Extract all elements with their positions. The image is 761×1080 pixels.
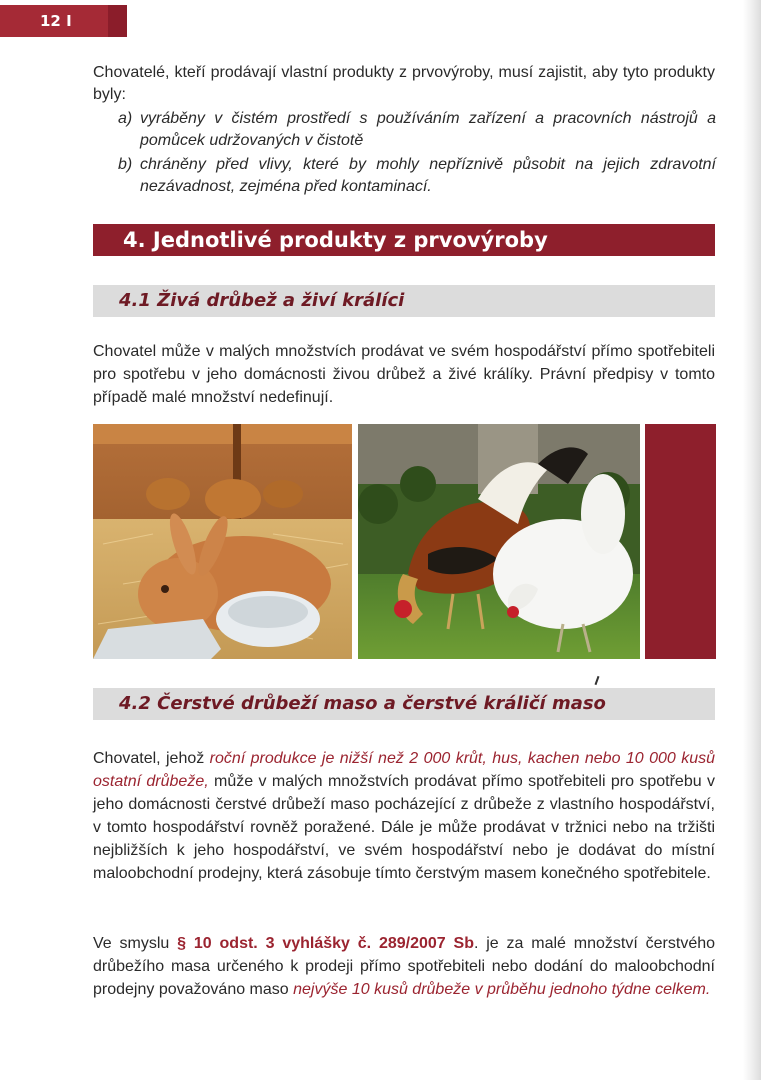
page-number: 12 I [0, 5, 108, 37]
decorative-accent-block [645, 424, 716, 659]
section1-paragraph: Chovatel může v malých množstvích prodávat ve svém hospodářství přímo spotřebiteli pro spotřebu v jeho domácnosti živou drůbež a živé králíky. Právní předpisy v tomto případě malé množství nedefinují. [93, 343, 715, 406]
section2-paragraph-1 [93, 747, 715, 885]
rabbits-photo [93, 424, 352, 659]
list-item-text: vyráběny v čistém prostředí s používáním zařízení a pracovních nástrojů a pomůcek udržovaných v čistotě [140, 110, 716, 149]
rabbits-illustration [93, 424, 352, 659]
chickens-illustration [358, 424, 640, 659]
list-marker: b) [118, 156, 133, 173]
intro-paragraph: Chovatelé, kteří prodávají vlastní produkty z prvovýroby, musí zajistit, aby tyto produkty byly: [93, 64, 715, 103]
chickens-photo [358, 424, 640, 659]
paragraph-text: . je za malé množství čerstvého drůbežího masa určeného k prodeji přímo spotřebiteli nebo dodání do maloobchodní prodejny považováno maso [93, 935, 716, 998]
highlighted-weekly-limit: nejvýše 10 kusů drůbeže v průběhu jednoho týdne celkem. [293, 981, 711, 998]
section2-paragraph-2 [93, 932, 715, 1001]
paragraph-text: Ve smyslu [93, 935, 178, 952]
page-number-tab [0, 5, 127, 37]
section-heading-4-1: 4.1 Živá drůbež a živí králíci [93, 285, 715, 317]
paragraph-text: Chovatel, jehož [93, 750, 210, 767]
list-marker: a) [118, 110, 133, 127]
list-item-a [118, 108, 716, 152]
list-item-b [118, 154, 716, 198]
paragraph-text: může v malých množstvích prodávat přímo spotřebiteli pro spotřebu v jeho domácnosti čerstvé drůbeží maso pocházející z drůbeže z vlastního hospodářství, v tomto hospodářství rovněž poražené. Dále je může prodávat v tržnici nebo na tržišti nejbližších k jeho hospodářství, ve svém hospodářství nebo je dodávat do místní maloobchodní prodejny, která zásobuje tímto čerstvým masem konečného spotřebitele. [93, 773, 715, 882]
section-heading-4-2: 4.2 Čerstvé drůbeží maso a čerstvé králičí maso [93, 688, 715, 720]
legal-reference: § 10 odst. 3 vyhlášky č. 289/2007 Sb [177, 935, 474, 952]
decorative-mark [595, 676, 600, 685]
list-item-text: chráněny před vlivy, které by mohly nepříznivě působit na jejich zdravotní nezávadnost, zejména před kontaminací. [140, 156, 716, 195]
page-edge-shadow [743, 0, 761, 1080]
chapter-heading: 4. Jednotlivé produkty z prvovýroby [93, 224, 715, 256]
highlighted-production-limit: roční produkce je nižší než 2 000 krůt, hus, kachen nebo 10 000 kusů ostatní drůbeže, [93, 750, 715, 790]
